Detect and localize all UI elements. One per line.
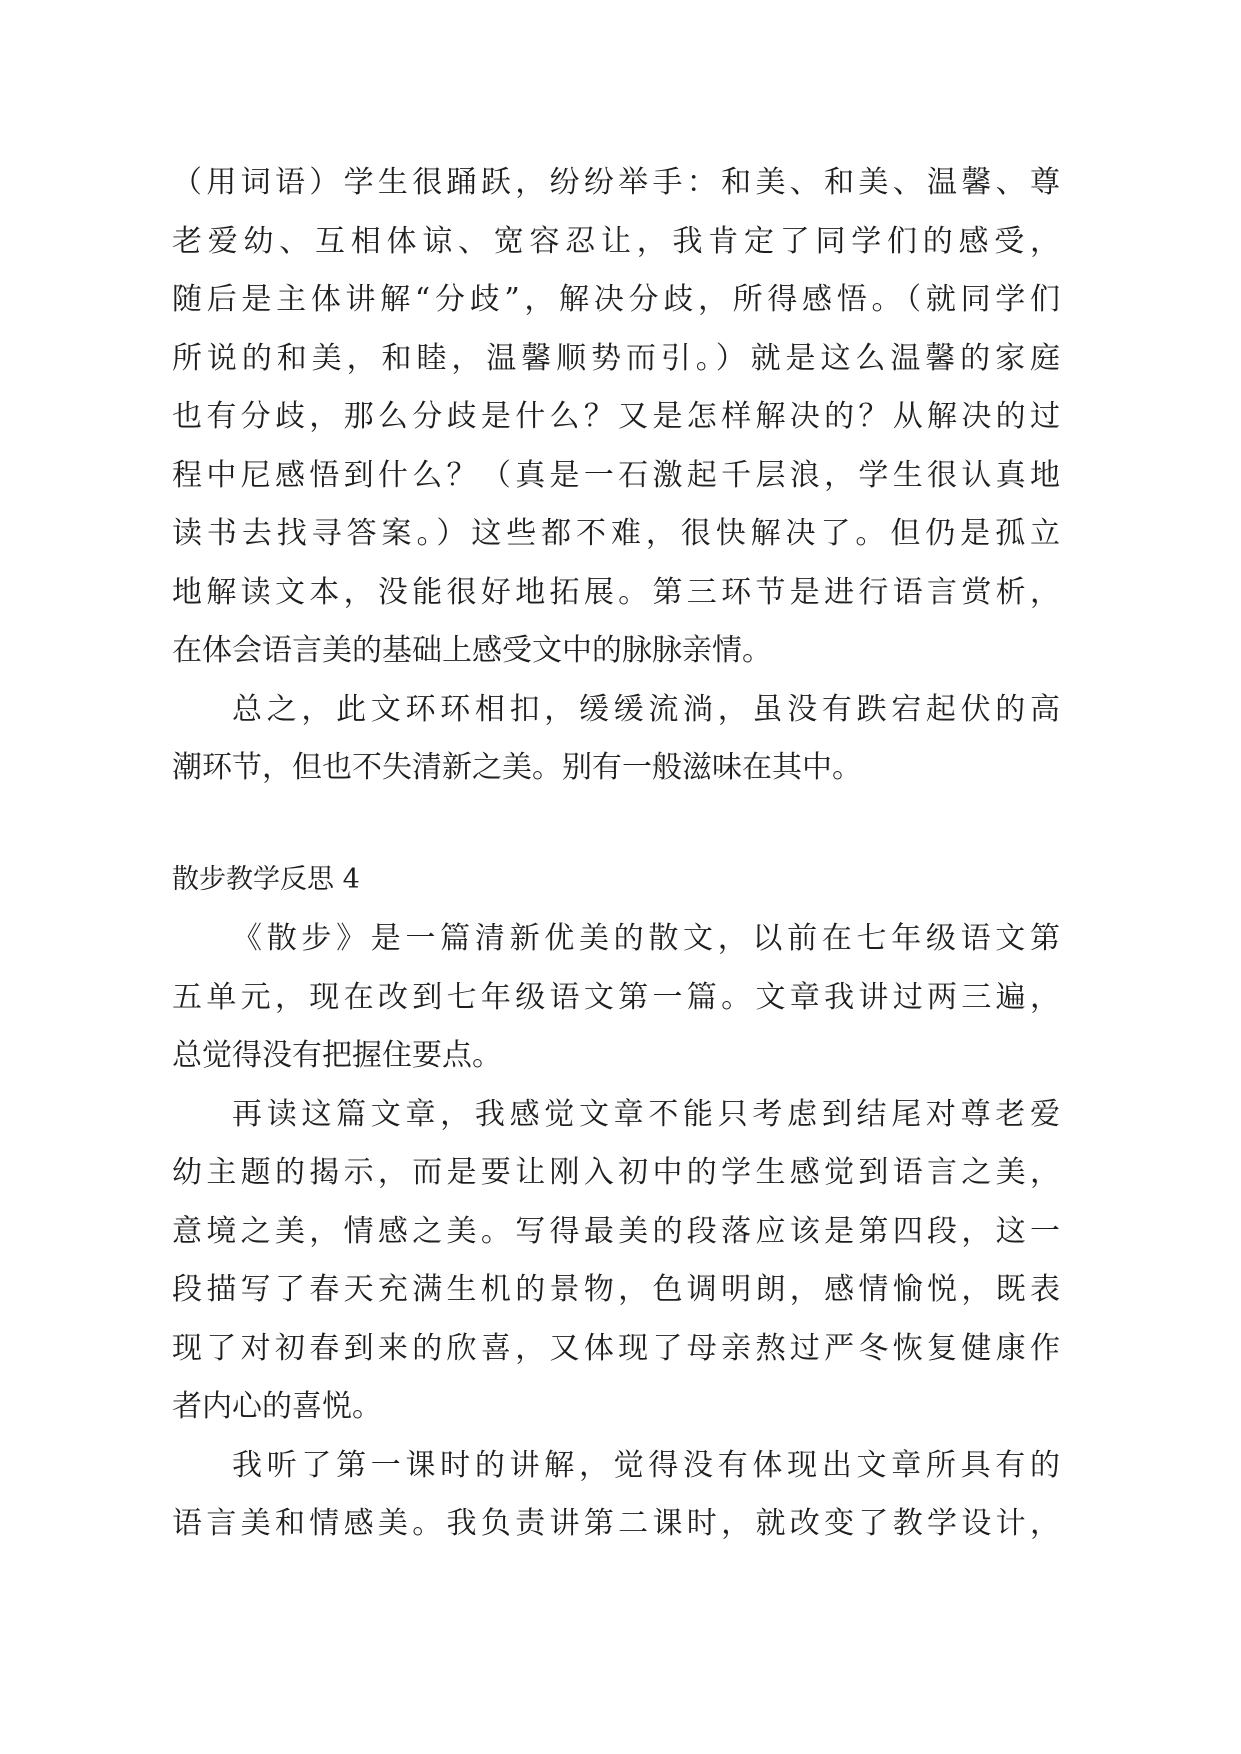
text-line: 现了对初春到来的欣喜，又体现了母亲熬过严冬恢复健康作	[172, 1330, 1060, 1366]
continuation-paragraph	[172, 154, 1060, 681]
text-line: 地解读文本，没能很好地拓展。第三环节是进行语言赏析，	[172, 574, 1060, 610]
paragraph	[172, 1437, 1060, 1554]
section-heading-block	[172, 851, 1060, 910]
text-line: 者内心的喜悦。	[172, 1389, 382, 1424]
text-line: 再读这篇文章，我感觉文章不能只考虑到结尾对尊老爱	[232, 1096, 1060, 1132]
text-line: （用词语）学生很踊跃，纷纷举手：和美、和美、温馨、尊	[172, 165, 1060, 200]
text-line: 总之，此文环环相扣，缓缓流淌，虽没有跌宕起伏的高	[232, 691, 1060, 727]
text-line: 总觉得没有把握住要点。	[172, 1038, 502, 1073]
text-line: 语言美和情感美。我负责讲第二课时，就改变了教学设计，	[172, 1506, 1060, 1541]
closing-paragraph	[172, 681, 1060, 798]
paragraph	[172, 1086, 1060, 1437]
text-line: 老爱幼、互相体谅、宽容忍让，我肯定了同学们的感受，	[172, 223, 1060, 259]
text-line: 五单元，现在改到七年级语文第一篇。文章我讲过两三遍，	[172, 979, 1060, 1015]
text-line: 读书去找寻答案。）这些都不难，很快解决了。但仍是孤立	[172, 516, 1060, 551]
text-line: 在体会语言美的基础上感受文中的脉脉亲情。	[172, 633, 772, 668]
text-line: 随后是主体讲解“分歧”，解决分歧，所得感悟。（就同学们	[172, 282, 1060, 317]
paragraph	[172, 910, 1060, 1086]
text-line: 幼主题的揭示，而是要让刚入初中的学生感觉到语言之美，	[172, 1155, 1060, 1190]
text-line: 段描写了春天充满生机的景物，色调明朗，感情愉悦，既表	[172, 1272, 1060, 1307]
text-line: 意境之美，情感之美。写得最美的段落应该是第四段，这一	[172, 1213, 1060, 1249]
continued-text-block	[172, 154, 1060, 798]
section-heading: 散步教学反思 4	[172, 864, 360, 895]
text-line: 程中尼感悟到什么？（真是一石激起千层浪，学生很认真地	[172, 457, 1060, 493]
section-body	[172, 910, 1060, 1554]
text-line: 我听了第一课时的讲解，觉得没有体现出文章所具有的	[232, 1447, 1060, 1483]
text-line: 潮环节，但也不失清新之美。别有一般滋味在其中。	[172, 750, 862, 785]
text-line: 《散步》是一篇清新优美的散文，以前在七年级语文第	[232, 921, 1060, 956]
text-line: 所说的和美，和睦，温馨顺势而引。）就是这么温馨的家庭	[172, 340, 1060, 376]
text-line: 也有分歧，那么分歧是什么？又是怎样解决的？从解决的过	[172, 399, 1060, 434]
